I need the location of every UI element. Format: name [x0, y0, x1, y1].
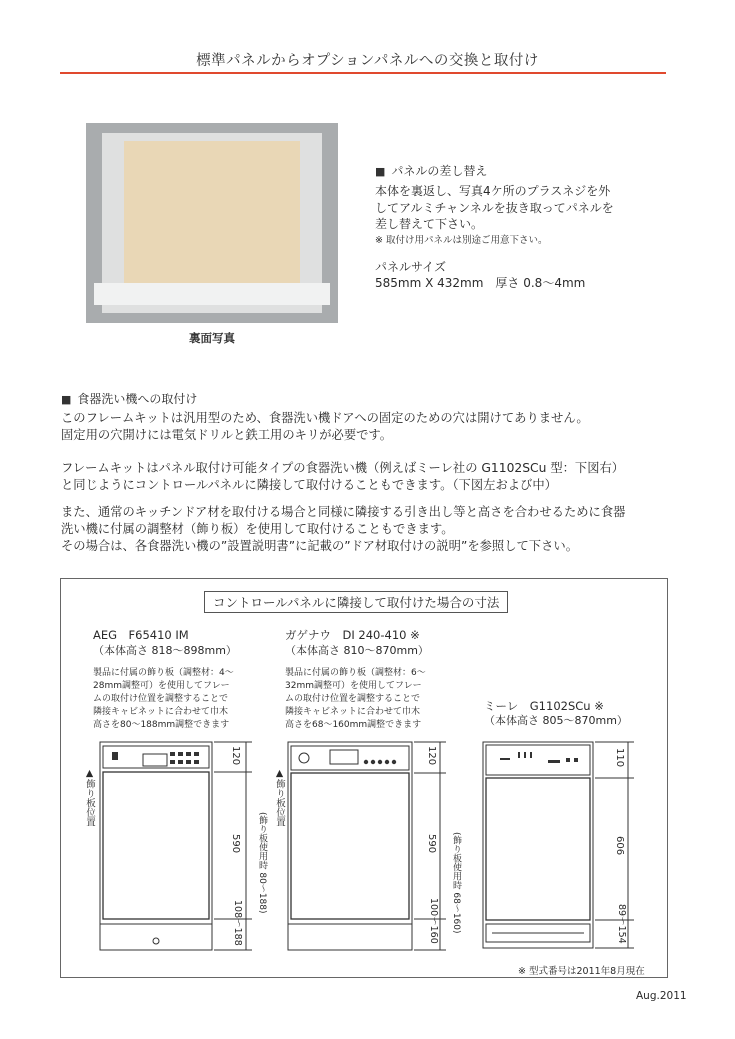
note-line: ムの取付け位置を調整することで	[285, 694, 421, 704]
miele-buttons	[500, 752, 578, 763]
miele-dim-mid: 606	[614, 836, 625, 856]
gaggenau-trim-position-label: ▲飾り板位置	[274, 768, 285, 827]
install-line: また、通常のキッチンドア材を取付ける場合と同様に隣接する引き出し等と高さを合わせるために食器	[61, 505, 626, 519]
miele-outline	[483, 742, 593, 948]
install-line: その場合は、各食器洗い機の”設置説明書”に記載の”ドア材取付けの説明”を参照して下さい。	[61, 539, 578, 553]
gaggenau-knob	[299, 753, 309, 763]
install-line: と同じようにコントロールパネルに隣接して取付けることもできます。（下図左および中）	[61, 478, 557, 492]
note-line: 隣接キャビネットに合わせて巾木	[93, 707, 229, 717]
install-line: フレームキットはパネル取付け可能タイプの食器洗い機（例えばミーレ社の G1102SCu 型：下図右）	[61, 461, 625, 475]
gaggenau-buttons	[364, 760, 396, 764]
note-line: 製品に付属の飾り板（調整材：4〜	[93, 668, 234, 678]
note-line: 高さを68〜160mm調整できます	[285, 720, 422, 730]
miele-door-panel	[486, 778, 590, 920]
page-title: 標準パネルからオプションパネルへの交換と取付け	[196, 53, 539, 69]
aeg-display	[143, 754, 167, 766]
install-line: このフレームキットは汎用型のため、食器洗い機ドアへの固定のための穴は開けてありません。	[61, 411, 589, 425]
diagram-title: コントロールパネルに隣接して取付けた場合の寸法	[204, 591, 508, 613]
model-height-gaggenau: （本体高さ 810〜870mm）	[285, 644, 429, 657]
gaggenau-display	[330, 750, 358, 764]
aeg-dim-top: 120	[230, 746, 241, 766]
aeg-dim-mid-sub: (飾り板使用時 80〜188)	[257, 812, 267, 914]
note-line: 28mm調整可）を使用してフレー	[93, 681, 230, 691]
gaggenau-dim-top: 120	[426, 746, 437, 766]
gaggenau-dim-mid: 590	[426, 834, 437, 854]
install-line: 固定用の穴開けには電気ドリルと鉄工用のキリが必要です。	[61, 428, 393, 442]
note-line: 高さを80〜188mm調整できます	[93, 720, 230, 730]
aeg-foot-knob	[153, 938, 159, 944]
aeg-unit	[100, 742, 212, 950]
aeg-control-panel	[103, 746, 209, 768]
panel-size-value: 585mm X 432mm 厚さ 0.8〜4mm	[375, 276, 586, 290]
aeg-dim-mid: 590	[230, 834, 241, 854]
gaggenau-dim-bottom-sub: (飾り板使用時 68〜160)	[451, 832, 461, 934]
aeg-door-panel	[103, 772, 209, 919]
gaggenau-door-panel	[291, 773, 409, 919]
aeg-dim-bottom: 108〜188	[232, 900, 243, 946]
panel-swap-note: ※ 取付け用パネルは別途ご用意下さい。	[375, 235, 548, 246]
panel-size-label: パネルサイズ	[375, 260, 447, 274]
panel-swap-heading: ■ パネルの差し替え	[375, 162, 487, 179]
document-date: Aug.2011	[636, 990, 687, 1002]
aeg-trim-position-label: ▲飾り板位置	[84, 768, 95, 827]
panel-swap-line: 差し替えて下さい。	[375, 217, 484, 231]
photo-caption: 裏面写真	[189, 331, 235, 345]
miele-dim-bottom: 89〜154	[616, 904, 627, 944]
install-line: 洗い機に付属の調整材（飾り板）を使用して取付けることもできます。	[61, 522, 454, 536]
model-name-miele: ミーレ G1102SCu ※	[484, 699, 604, 713]
note-line: ムの取付け位置を調整することで	[93, 694, 229, 704]
model-height-aeg: （本体高さ 818〜898mm）	[93, 644, 237, 657]
note-line: 製品に付属の飾り板（調整材：6〜	[285, 668, 426, 678]
gaggenau-unit	[288, 742, 412, 950]
note-line: 32mm調整可）を使用してフレー	[285, 681, 422, 691]
model-name-aeg: AEG F65410 IM	[93, 628, 189, 642]
model-footnote: ※ 型式番号は2011年8月現在	[518, 966, 645, 977]
note-line: 隣接キャビネットに合わせて巾木	[285, 707, 421, 717]
model-name-gaggenau: ガゲナウ DI 240-410 ※	[285, 628, 420, 642]
miele-dim-top: 110	[614, 748, 625, 768]
install-heading: ■ 食器洗い機への取付け	[61, 390, 197, 407]
gaggenau-dim-bottom: 100〜160	[428, 898, 439, 944]
panel-swap-line: してアルミチャンネルを抜き取ってパネルを	[375, 200, 614, 215]
miele-unit	[483, 742, 593, 948]
panel-swap-line: 本体を裏返し、写真4ケ所のプラスネジを外	[375, 184, 611, 198]
model-height-miele: （本体高さ 805〜870mm）	[484, 714, 628, 727]
